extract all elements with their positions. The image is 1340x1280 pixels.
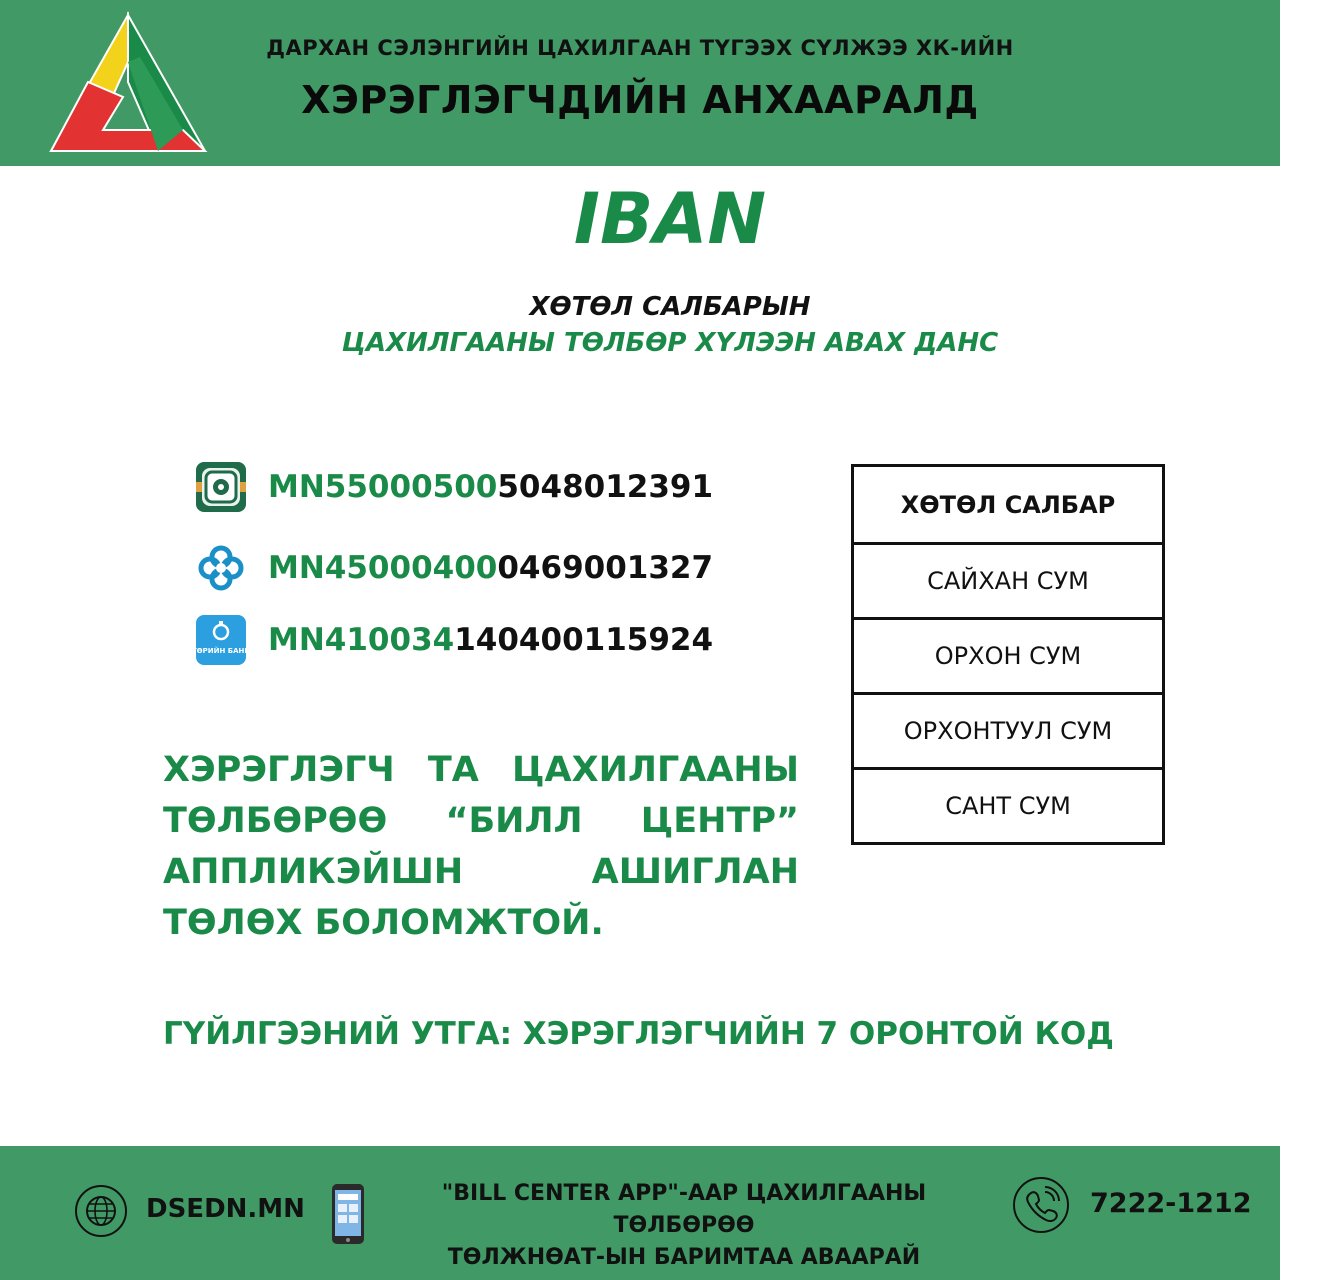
account-row-khan [196,462,713,512]
branch-item: САНТ СУМ [854,767,1162,842]
mobile-phone-icon [330,1182,366,1246]
payment-message: ХЭРЭГЛЭГЧ ТА ЦАХИЛГААНЫ ТӨЛБӨРӨӨ “БИЛЛ ЦЕНТР” АППЛИКЭЙШН АШИГЛАН ТӨЛӨХ БОЛОМЖТОЙ. [163,750,799,943]
globe-icon [74,1184,128,1238]
phone-call-icon [1012,1176,1070,1234]
header-banner [0,0,1280,166]
branch-item: САЙХАН СУМ [854,542,1162,617]
phone-number[interactable]: 7222-1212 [1090,1188,1252,1219]
account-row-turiin [191,615,714,665]
golomt-bank-icon [196,543,246,593]
bill-center-line-2: ТӨЛЖНӨАТ-ЫН БАРИМТАА АВААРАЙ [447,1245,921,1270]
account-number: MN410034140400115924 [268,622,714,658]
page-title: IBAN [573,178,767,260]
turiin-bank-icon [191,615,251,665]
account-number: MN550005005048012391 [268,469,714,505]
branch-item: ОРХОН СУМ [854,617,1162,692]
transaction-purpose: ГҮЙЛГЭЭНИЙ УТГА: ХЭРЭГЛЭГЧИЙН 7 ОРОНТОЙ КОД [163,1016,1114,1052]
bill-center-text [370,1178,998,1274]
branch-item: ОРХОНТУУЛ СУМ [854,692,1162,767]
branch-table [851,464,1165,845]
account-subtitle: ЦАХИЛГААНЫ ТӨЛБӨР ХҮЛЭЭН АВАХ ДАНС [341,328,999,358]
company-logo [48,12,208,154]
svg-text:ТӨРИЙН БАНК: ТӨРИЙН БАНК [191,647,251,655]
branch-subtitle: ХӨТӨЛ САЛБАРЫН [529,292,811,322]
footer-banner [0,1146,1280,1280]
organization-name: ДАРХАН СЭЛЭНГИЙН ЦАХИЛГААН ТҮГЭЭХ СҮЛЖЭЭ ХК-ИЙН [266,36,1014,60]
khan-bank-icon [196,462,246,512]
notice-heading: ХЭРЭГЛЭГЧДИЙН АНХААРАЛД [301,78,979,122]
account-number: MN450004000469001327 [268,550,714,586]
branch-table-header: ХӨТӨЛ САЛБАР [900,490,1116,519]
website-link[interactable]: DSEDN.MN [146,1194,305,1224]
account-row-golomt [196,543,713,593]
bill-center-line-1: "BILL CENTER APP"-ААР ЦАХИЛГААНЫ ТӨЛБӨРӨӨ [441,1181,927,1238]
